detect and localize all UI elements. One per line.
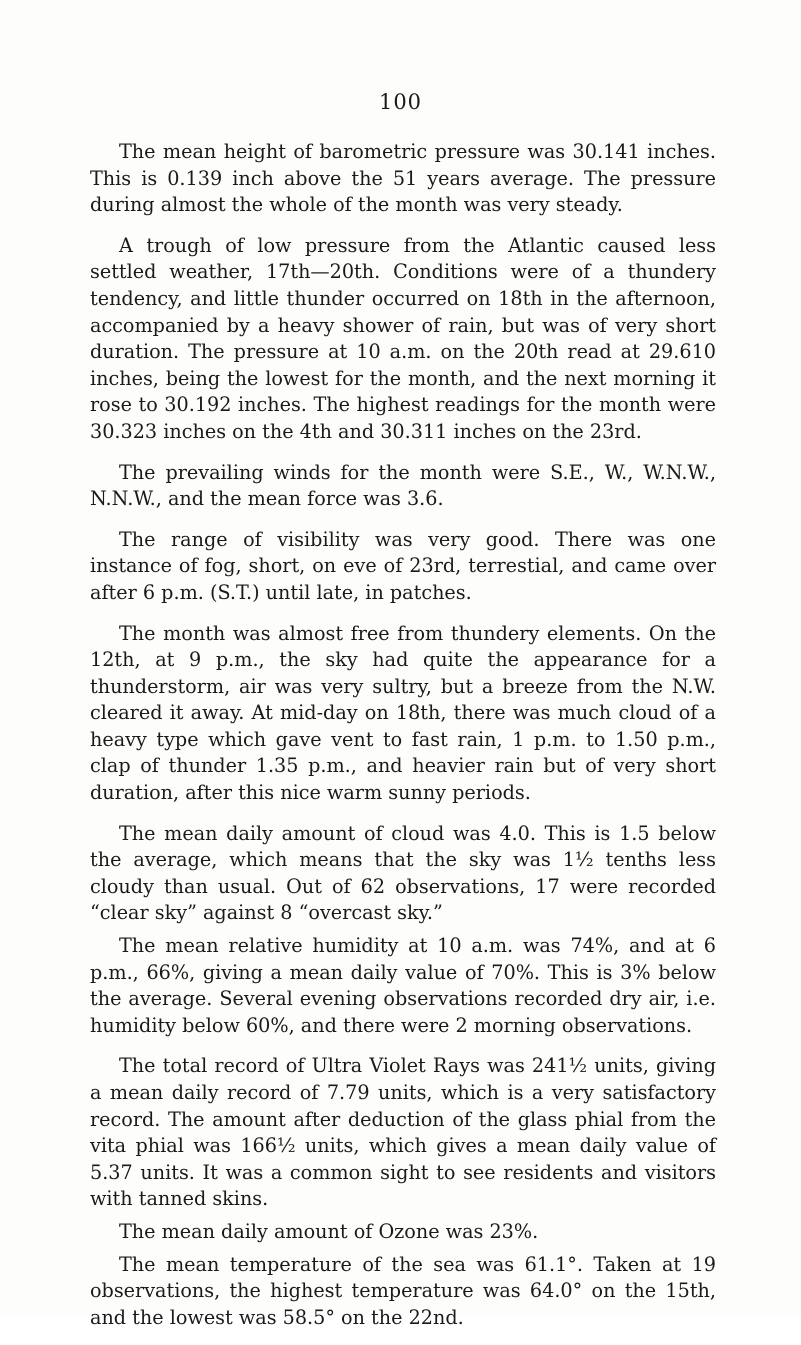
report-body <box>90 139 716 1345</box>
paragraph-relative-humidity: The mean relative humidity at 10 a.m. was 74%, and at 6 p.m., 66%, giving a mean daily value of 70%. This is 3% below the average. Several evening observations recorded dry air, i.e. humidity below 60%, and there were 2 morning observations. <box>90 934 716 1037</box>
page-number: 100 <box>378 90 423 114</box>
paragraph-barometric-pressure: The mean height of barometric pressure was 30.141 inches. This is 0.139 inch above the 51 years average. The pressure during almost the whole of the month was very steady. <box>90 140 716 217</box>
paragraph-ozone: The mean daily amount of Ozone was 23%. <box>119 1219 539 1243</box>
paragraph-visibility: The range of visibility was very good. There was one instance of fog, short, on eve of 23rd, terrestial, and came over after 6 p.m. (S.T.) until late, in patches. <box>90 527 716 604</box>
paragraph-sea-temperature: The mean temperature of the sea was 61.1°. Taken at 19 observations, the highest temperature was 64.0° on the 15th, and the lowest was 58.5° on the 22nd. <box>90 1252 716 1329</box>
paragraph-ultra-violet-rays: The total record of Ultra Violet Rays was 241½ units, giving a mean daily record of 7.79 units, which is a very satisfactory record. The amount after deduction of the glass phial from the vita phial was 166½ units, which gives a mean daily value of 5.37 units. It was a common sight to see residents and visitors with tanned skins. <box>90 1054 716 1211</box>
paragraph-thundery-elements: The month was almost free from thundery elements. On the 12th, at 9 p.m., the sky had quite the appearance for a thunderstorm, air was very sultry, but a breeze from the N.W. cleared it away. At mid-day on 18th, there was much cloud of a heavy type which gave vent to fast rain, 1 p.m. to 1.50 p.m., clap of thunder 1.35 p.m., and heavier rain but of very short duration, after this nice warm sunny periods. <box>90 621 716 805</box>
paragraph-low-pressure-trough: A trough of low pressure from the Atlantic caused less settled weather, 17th—20th. Conditions were of a thundery tendency, and little thunder occurred on 18th in the afternoon, accompanied by a heavy shower of rain, but was of very short duration. The pressure at 10 a.m. on the 20th read at 29.610 inches, being the lowest for the month, and the next morning it rose to 30.192 inches. The highest readings for the month were 30.323 inches on the 4th and 30.311 inches on the 23rd. <box>90 233 716 443</box>
paragraph-prevailing-winds: The prevailing winds for the month were S.E., W., W.N.W., N.N.W., and the mean force was 3.6. <box>90 460 716 511</box>
paragraph-cloud-amount: The mean daily amount of cloud was 4.0. This is 1.5 below the average, which means that the sky was 1½ tenths less cloudy than usual. Out of 62 observations, 17 were recorded “clear sky” against 8 “overcast sky.” <box>90 821 716 925</box>
